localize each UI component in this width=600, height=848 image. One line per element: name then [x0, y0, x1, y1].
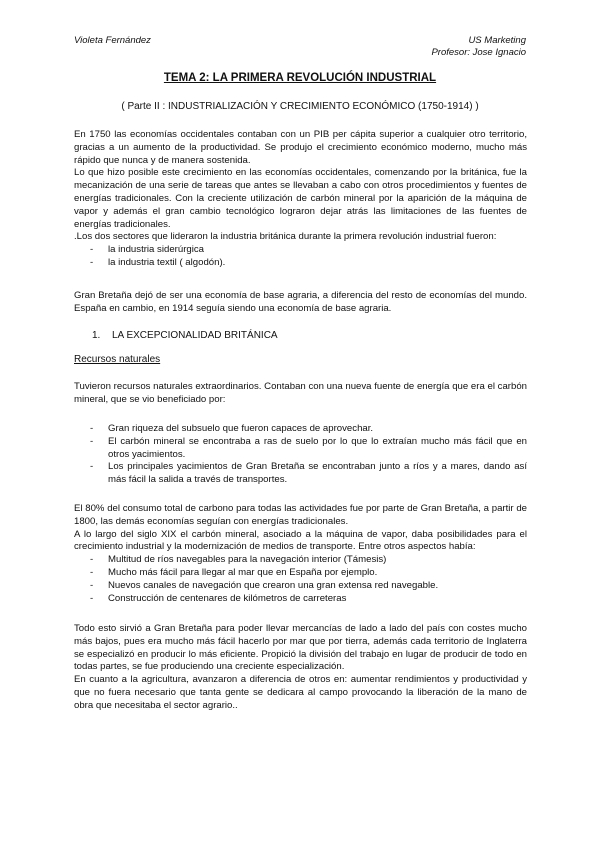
- final-block: [74, 623, 527, 713]
- list-item: - Multitud de ríos navegables para la navegación interior (Támesis): [74, 554, 527, 567]
- carbono-paragraph-2: A lo largo del siglo XIX el carbón mineral, asociado a la máquina de vapor, daba posibilidades para el crecimiento industrial y la modernización de medios de transporte. Entre otros aspectos había:: [74, 528, 527, 553]
- recursos-list-block: [74, 423, 527, 487]
- header-author: Violeta Fernández: [74, 35, 151, 46]
- header-course: US Marketing: [468, 35, 526, 46]
- section-title: LA EXCEPCIONALIDAD BRITÁNICA: [112, 330, 278, 341]
- list-item: - Nuevos canales de navegación que crearon una gran extensa red navegable.: [74, 580, 527, 593]
- section-number: 1.: [92, 330, 101, 341]
- final-paragraph-1: Todo esto sirvió a Gran Bretaña para poder llevar mercancías de lado a lado del país con costes mucho más bajos, pues era mucho más fácil hacerlo por mar que por tierra, además cada territorio de Inglaterra se especializó en producir lo más eficiente. Propició la división del trabajo en lugar de producir de todo en todas partes, se fue produciendo una creciente especialización.: [74, 623, 527, 673]
- section-heading: [92, 330, 278, 341]
- list-item: - la industria siderúrgica: [74, 244, 527, 257]
- carbono-list: [74, 554, 527, 605]
- list-item: - Mucho más fácil para llegar al mar que en España por ejemplo.: [74, 567, 527, 580]
- sectors-list: [74, 244, 527, 270]
- intro-paragraph-2: Lo que hizo posible este crecimiento en las economías occidentales, comenzando por la británica, fue la mecanización de una serie de tareas que antes se llevaban a cabo con otros procedimientos y fuentes de energías tradicionales. Con la creciente utilización de carbón mineral por la aparición de la máquina de vapor y además el gran cambio tecnológico lograron dejar atrás las limitaciones de las fuentes de energías tradicionales.: [74, 167, 527, 230]
- list-item: - Gran riqueza del subsuelo que fueron capaces de aprovechar.: [74, 423, 527, 436]
- intro-paragraph-1: En 1750 las economías occidentales contaban con un PIB per cápita superior a cualquier otro territorio, gracias a un aumento de la productividad. Se produjo el crecimiento económico moderno, mucho más rápido que nunca y de manera sostenida.: [74, 129, 527, 166]
- document-title: TEMA 2: LA PRIMERA REVOLUCIÓN INDUSTRIAL: [163, 72, 437, 84]
- gb-block: [74, 290, 527, 316]
- carbono-paragraph-1: El 80% del consumo total de carbono para todas las actividades fue por parte de Gran Bretaña, a partir de 1800, las demás economías seguían con energías tradicionales.: [74, 503, 527, 527]
- header-right: [431, 35, 526, 59]
- intro-paragraph-3: .Los dos sectores que lideraron la industria británica durante la primera revolución industrial fueron:: [74, 231, 497, 243]
- recursos-list: [74, 423, 527, 487]
- intro-block: [74, 129, 527, 270]
- final-paragraph-2: En cuanto a la agricultura, avanzaron a diferencia de otros en: aumentar rendimientos y productividad y que no fuera necesario que tanta gente se dedicara al campo provocando la liberación de la mano de obra que necesitaba el sector agrario..: [74, 674, 527, 711]
- list-item: - Los principales yacimientos de Gran Bretaña se encontraban junto a ríos y a mares, dando así más fácil la salida a través de transportes.: [74, 461, 527, 487]
- document-subtitle: ( Parte II : INDUSTRIALIZACIÓN Y CRECIMIENTO ECONÓMICO (1750-1914) ): [121, 101, 479, 112]
- recursos-paragraph: Tuvieron recursos naturales extraordinarios. Contaban con una nueva fuente de energía que era el carbón mineral, que se vio beneficiado por:: [74, 381, 527, 405]
- header-professor: Profesor: Jose Ignacio: [431, 47, 526, 58]
- recursos-block: [74, 381, 527, 407]
- list-item: - Construcción de centenares de kilómetros de carreteras: [74, 593, 527, 606]
- gb-paragraph: Gran Bretaña dejó de ser una economía de base agraria, a diferencia del resto de economías del mundo. España en cambio, en 1914 seguía siendo una economía de base agraria.: [74, 290, 527, 314]
- list-item: - la industria textil ( algodón).: [74, 257, 527, 270]
- subheading-recursos: Recursos naturales: [74, 354, 161, 365]
- list-item: - El carbón mineral se encontraba a ras de suelo por lo que lo extraían mucho más fácil que en otros yacimientos.: [74, 436, 527, 462]
- carbono-block: [74, 503, 527, 605]
